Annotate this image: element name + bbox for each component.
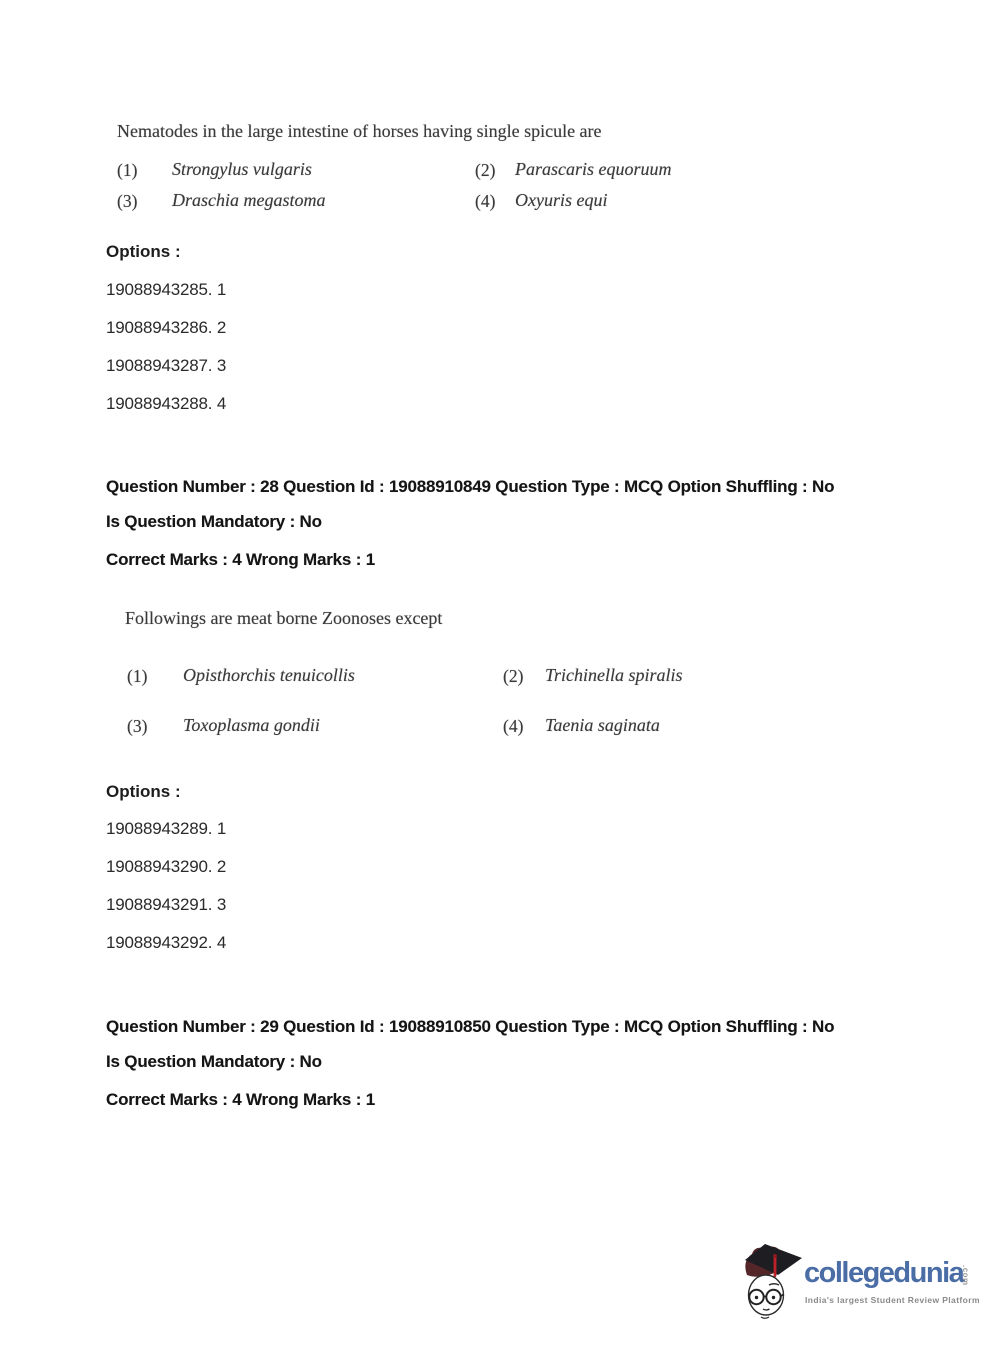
question-27-option-id-1: 19088943285. 1 bbox=[106, 280, 227, 299]
question-28-choice-3-num: (3) bbox=[127, 716, 148, 736]
logo-brand-text: collegedunia bbox=[804, 1257, 964, 1289]
question-28-meta-line-2: Is Question Mandatory : No bbox=[106, 512, 322, 531]
question-27-text: Nematodes in the large intestine of horses having single spicule are bbox=[117, 121, 602, 141]
logo-tagline: India's largest Student Review Platform bbox=[805, 1295, 980, 1305]
question-28-choice-1-text: Opisthorchis tenuicollis bbox=[183, 665, 355, 685]
question-28-choice-2-num: (2) bbox=[503, 666, 524, 686]
question-28-options-label: Options : bbox=[106, 782, 181, 801]
question-27-choice-2-num: (2) bbox=[475, 160, 496, 180]
collegedunia-logo[interactable] bbox=[742, 1243, 994, 1329]
question-28-meta-line-3: Correct Marks : 4 Wrong Marks : 1 bbox=[106, 550, 375, 569]
question-28-choice-1-num: (1) bbox=[127, 666, 148, 686]
logo-tld-text: .com bbox=[961, 1265, 970, 1286]
question-27-option-id-2: 19088943286. 2 bbox=[106, 318, 227, 337]
question-28-meta-line-1: Question Number : 28 Question Id : 19088910849 Question Type : MCQ Option Shuffling : No bbox=[106, 477, 835, 496]
question-27-choice-1-text: Strongylus vulgaris bbox=[172, 159, 312, 179]
question-28-option-id-4: 19088943292. 4 bbox=[106, 933, 227, 952]
question-28-text: Followings are meat borne Zoonoses except bbox=[125, 608, 443, 628]
question-27-option-id-4: 19088943288. 4 bbox=[106, 394, 227, 413]
question-29-meta-line-1: Question Number : 29 Question Id : 19088910850 Question Type : MCQ Option Shuffling : No bbox=[106, 1017, 835, 1036]
question-28-option-id-3: 19088943291. 3 bbox=[106, 895, 227, 914]
question-27-choice-2-text: Parascaris equoruum bbox=[515, 159, 672, 179]
question-29-meta-line-3: Correct Marks : 4 Wrong Marks : 1 bbox=[106, 1090, 375, 1109]
question-28-choice-4-num: (4) bbox=[503, 716, 524, 736]
question-27-choice-1-num: (1) bbox=[117, 160, 138, 180]
question-27-choice-3-num: (3) bbox=[117, 191, 138, 211]
question-28-choice-2-text: Trichinella spiralis bbox=[545, 665, 683, 685]
question-28-option-id-1: 19088943289. 1 bbox=[106, 819, 227, 838]
question-28-option-id-2: 19088943290. 2 bbox=[106, 857, 227, 876]
question-29-meta-line-2: Is Question Mandatory : No bbox=[106, 1052, 322, 1071]
question-27-choice-3-text: Draschia megastoma bbox=[172, 190, 326, 210]
question-28-choice-3-text: Toxoplasma gondii bbox=[183, 715, 320, 735]
collegedunia-mascot-icon bbox=[742, 1243, 802, 1321]
question-28-choice-4-text: Taenia saginata bbox=[545, 715, 660, 735]
question-27-option-id-3: 19088943287. 3 bbox=[106, 356, 227, 375]
question-27-choice-4-num: (4) bbox=[475, 191, 496, 211]
question-27-choice-4-text: Oxyuris equi bbox=[515, 190, 608, 210]
question-27-options-label: Options : bbox=[106, 242, 181, 261]
